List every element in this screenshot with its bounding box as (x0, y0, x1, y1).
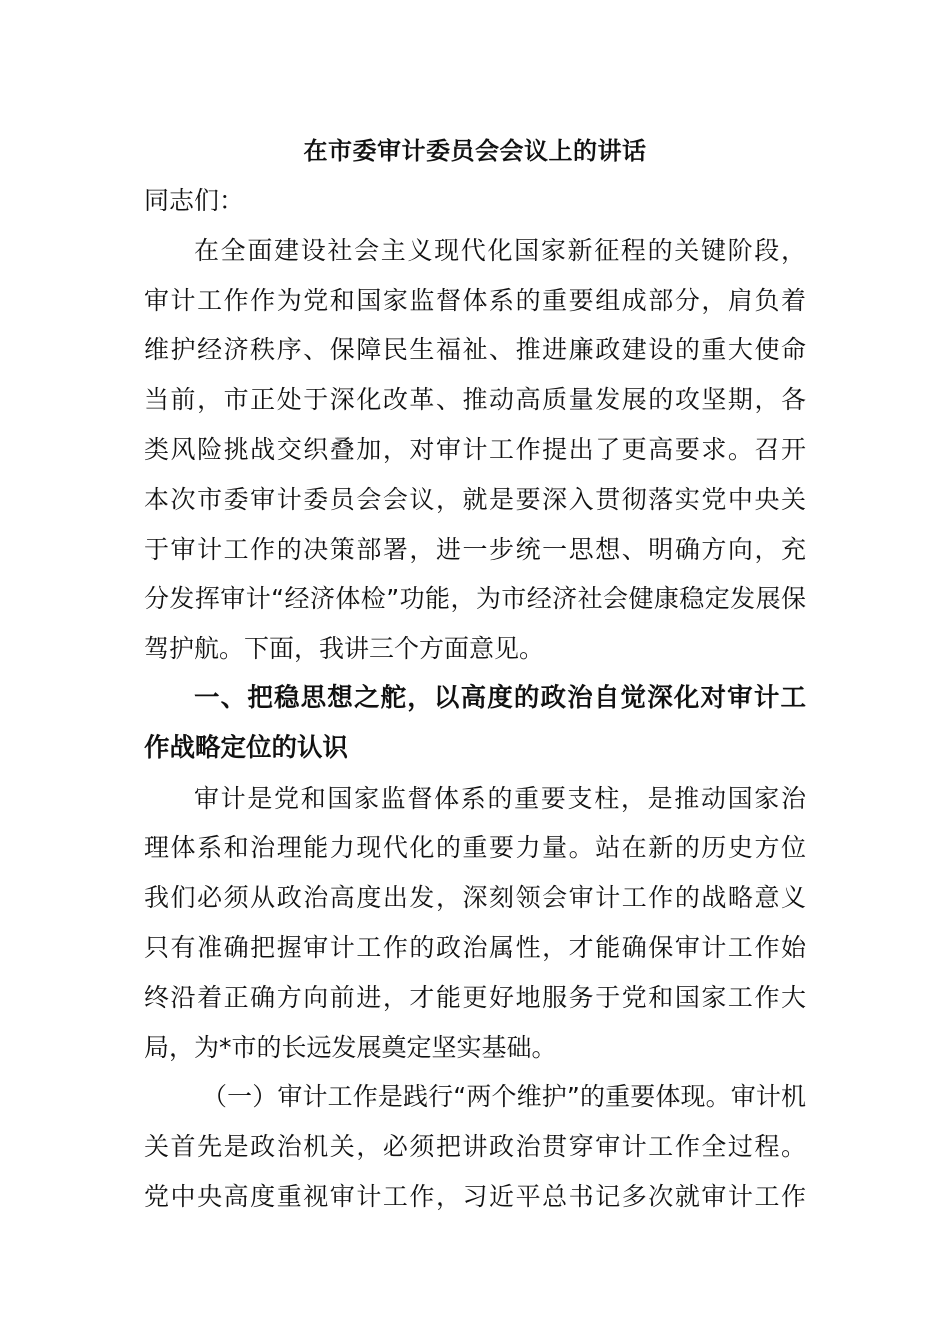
text-line: 局，为*市的长远发展奠定坚实基础。 (144, 1032, 557, 1062)
text-line: 驾护航。下面，我讲三个方面意见。 (144, 634, 545, 664)
text-line: 审计是党和国家监督体系的重要支柱，是推动国家治 (194, 783, 806, 813)
salutation: 同志们： (144, 186, 245, 215)
paragraph-intro (144, 226, 806, 674)
text-line: 分发挥审计“经济体检”功能，为市经济社会健康稳定发展保 (144, 584, 806, 614)
text-line: （一）审计工作是践行“两个维护”的重要体现。审计机 (202, 1082, 806, 1112)
text-line: 当前，市正处于深化改革、推动高质量发展的攻坚期，各 (144, 385, 806, 415)
text-line: 理体系和治理能力现代化的重要力量。站在新的历史方位 (144, 833, 806, 863)
text-line: 在全面建设社会主义现代化国家新征程的关键阶段， (194, 235, 806, 265)
heading-line: 一、把稳思想之舵，以高度的政治自觉深化对审计工 (194, 682, 806, 713)
text-line: 审计工作作为党和国家监督体系的重要组成部分，肩负着 (144, 285, 806, 315)
text-line: 只有准确把握审计工作的政治属性，才能确保审计工作始 (144, 932, 806, 962)
text-line: 本次市委审计委员会会议，就是要深入贯彻落实党中央关 (144, 484, 806, 514)
heading-line: 作战略定位的认识 (144, 732, 349, 763)
text-line: 于审计工作的决策部署，进一步统一思想、明确方向，充 (144, 534, 806, 564)
document-body (144, 176, 806, 1222)
text-line: 维护经济秩序、保障民生福祉、推进廉政建设的重大使命 (144, 335, 806, 365)
text-line: 终沿着正确方向前进，才能更好地服务于党和国家工作大 (144, 982, 806, 1012)
paragraph-subsection-1 (144, 1072, 806, 1221)
text-line: 党中央高度重视审计工作，习近平总书记多次就审计工作 (144, 1181, 806, 1211)
text-line: 关首先是政治机关，必须把讲政治贯穿审计工作全过程。 (144, 1132, 806, 1162)
text-line: 我们必须从政治高度出发，深刻领会审计工作的战略意义 (144, 883, 806, 913)
paragraph-section-1 (144, 774, 806, 1073)
text-line: 类风险挑战交织叠加，对审计工作提出了更高要求。召开 (144, 434, 806, 464)
section-heading-1 (144, 674, 806, 774)
document-title: 在市委审计委员会会议上的讲话 (303, 137, 647, 165)
